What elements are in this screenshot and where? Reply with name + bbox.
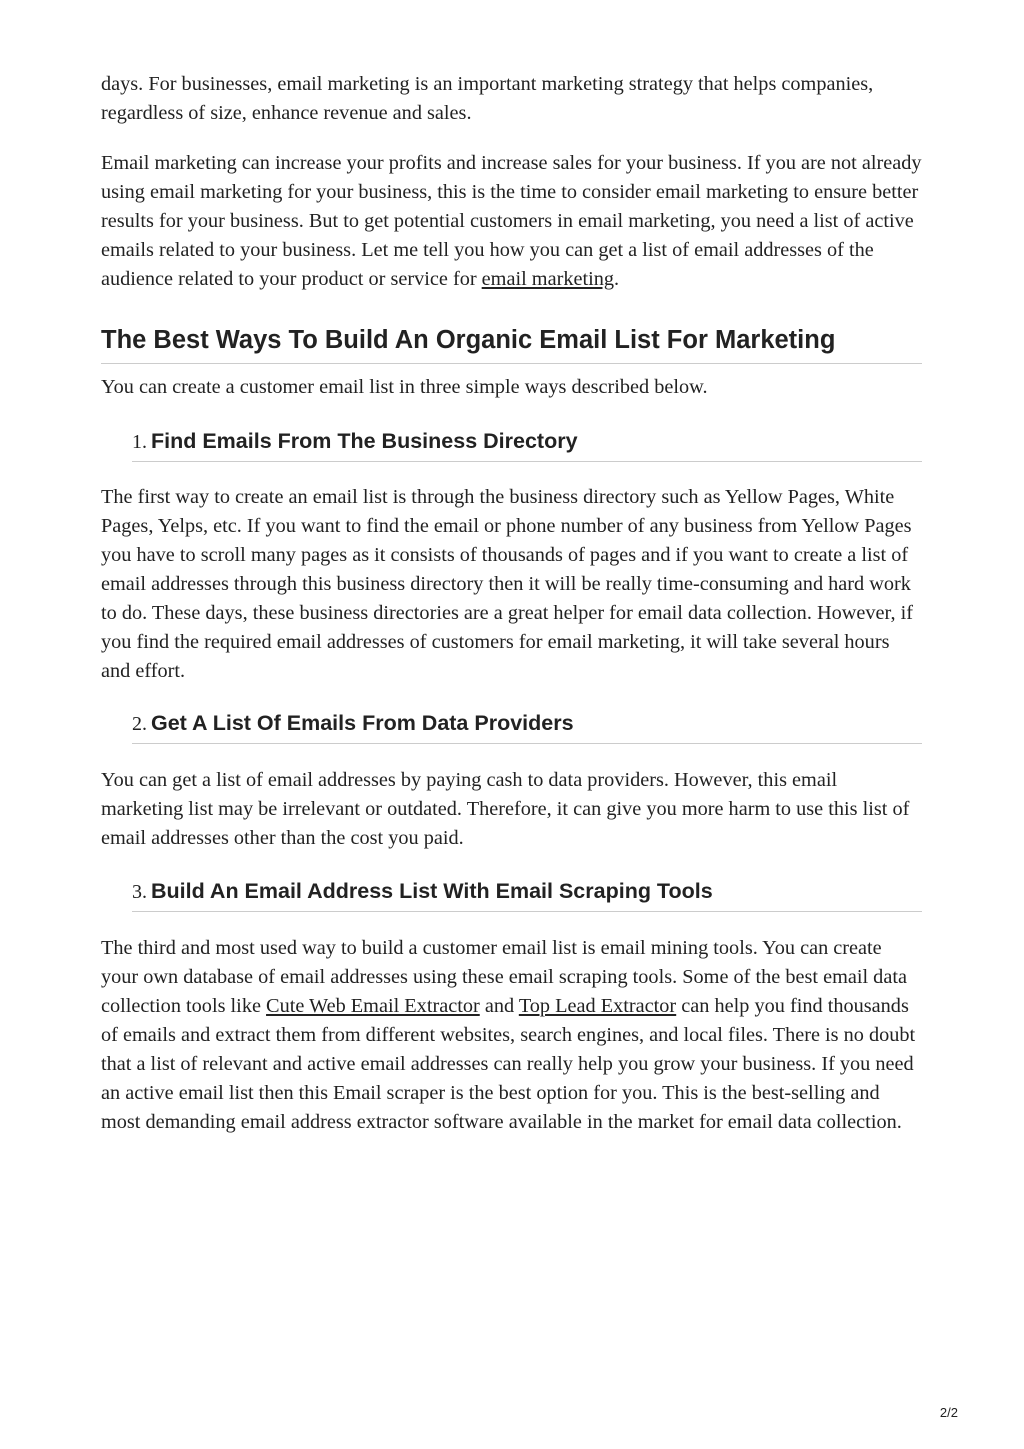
list-number: 3. <box>132 881 147 903</box>
list-item-body: You can get a list of email addresses by paying cash to data providers. However, this email marketing list may be irrelevant or outdated. Therefore, it can give you more harm to use this list of email addresses other than the cost you paid. <box>101 769 910 849</box>
list-item-title: Build An Email Address List With Email Scraping Tools <box>151 879 713 903</box>
paragraph-text: and <box>479 995 519 1017</box>
list-item-body <box>101 934 922 1137</box>
list-number: 2. <box>132 713 147 735</box>
cute-web-email-extractor-link[interactable]: Cute Web Email Extractor <box>266 995 480 1017</box>
list-item-heading <box>132 427 922 462</box>
list-item-title: Find Emails From The Business Directory <box>151 429 578 453</box>
section-heading: The Best Ways To Build An Organic Email List For Marketing <box>101 324 922 364</box>
email-marketing-link[interactable]: email marketing <box>481 268 615 290</box>
page-number: 2/2 <box>939 1405 958 1420</box>
document-body <box>101 70 922 1137</box>
paragraph-text: Email marketing can increase your profits and increase sales for your business. If you are not already using email marketing for your business, this is the time to consider email marketing to ensure better results for your business. But to get potential customers in email marketing, you need a list of active emails related to your business. Let me tell you how you can get a list of email addresses of the audience related to your product or service for <box>101 152 922 290</box>
paragraph-text: . <box>614 268 620 290</box>
list-item-body: The first way to create an email list is through the business directory such as Yellow Pages, White Pages, Yelps, etc. If you want to find the email or phone number of any business from Yellow Pages you have to scroll many pages as it consists of thousands of pages and if you want to create a list of email addresses through this business directory then it will be really time-consuming and hard work to do. These days, these business directories are a great helper for email data collection. However, if you find the required email addresses of customers for email marketing, it will take several hours and effort. <box>101 486 914 682</box>
list-number: 1. <box>132 431 147 453</box>
list-item-heading <box>132 709 922 744</box>
paragraph-text: The third and most used way to build a customer email list is email mining tools. You can create your own database of email addresses using these email scraping tools. Some of the best email data collection tools like <box>101 937 907 1017</box>
list-item-title: Get A List Of Emails From Data Providers <box>151 711 574 735</box>
section-intro: You can create a customer email list in three simple ways described below. <box>101 376 708 398</box>
list-item-heading <box>132 877 922 912</box>
paragraph-email-marketing <box>101 149 922 294</box>
top-lead-extractor-link[interactable]: Top Lead Extractor <box>518 995 677 1017</box>
paragraph-intro-continued: days. For businesses, email marketing is an important marketing strategy that helps companies, regardless of size, enhance revenue and sales. <box>101 73 874 124</box>
paragraph-text: can help you find thousands of emails and extract them from different websites, search engines, and local files. There is no doubt that a list of relevant and active email addresses can really help you grow your business. If you need an active email list then this Email scraper is the best option for you. This is the best-selling and most demanding email address extractor software available in the market for email data collection. <box>101 995 916 1133</box>
